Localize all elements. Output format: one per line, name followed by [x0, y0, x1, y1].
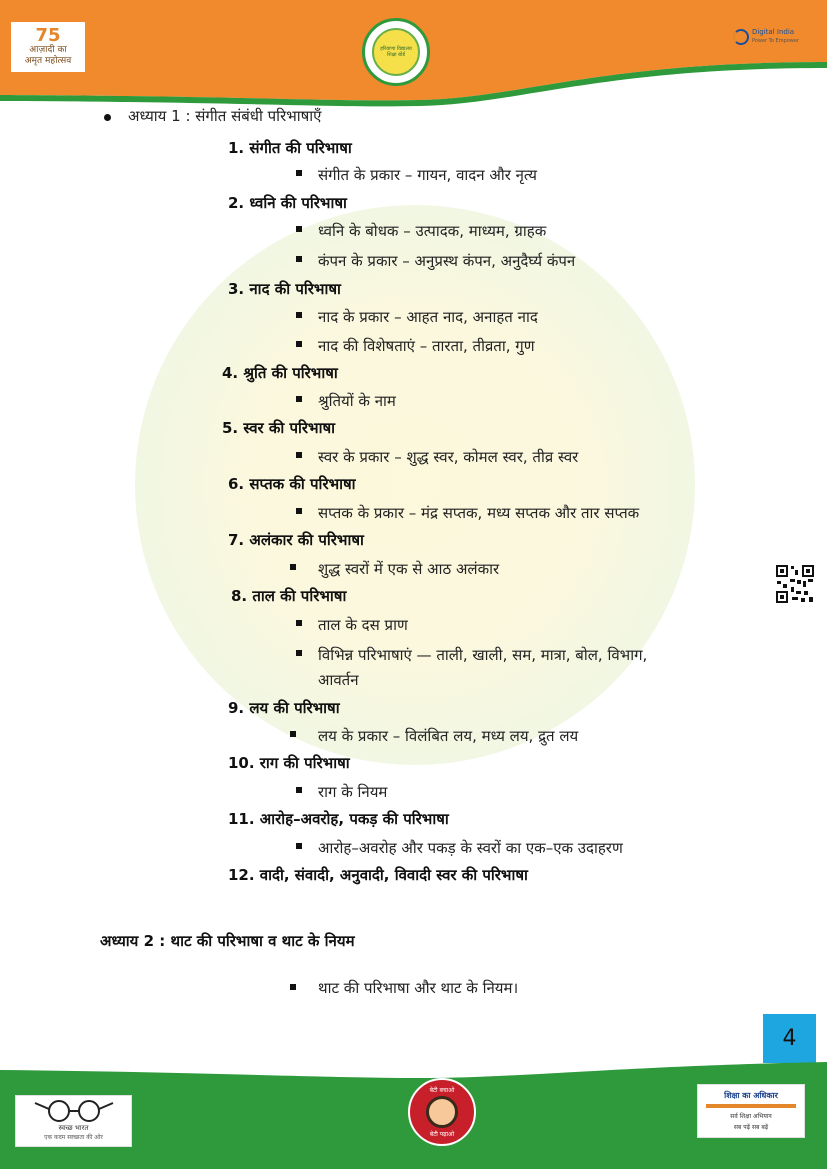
section-heading: 5. स्वर की परिभाषा	[222, 419, 336, 437]
bullet-icon	[296, 396, 302, 402]
section-item: कंपन के प्रकार – अनुप्रस्थ कंपन, अनुदैर्घ्य कंपन	[318, 252, 576, 270]
beti-bachao-logo: बेटी बचाओ बेटी पढ़ाओ	[408, 1078, 476, 1146]
section-item-continued: आवर्तन	[318, 671, 359, 689]
digital-india-logo: Digital India Power To Empower	[728, 22, 804, 52]
section-heading: 6. सप्तक की परिभाषा	[228, 475, 356, 493]
section-item: थाट की परिभाषा और थाट के नियम।	[318, 979, 519, 997]
section-heading: 1. संगीत की परिभाषा	[228, 139, 352, 157]
section-item: नाद के प्रकार – आहत नाद, अनाहत नाद	[318, 308, 538, 326]
section-heading: 10. राग की परिभाषा	[228, 754, 350, 772]
chapter-2-title: अध्याय 2 : थाट की परिभाषा व थाट के नियम	[100, 932, 355, 950]
qr-code-icon	[775, 564, 815, 604]
section-item: ध्वनि के बोधक – उत्पादक, माध्यम, ग्राहक	[318, 222, 547, 240]
section-item: विभिन्न परिभाषाएं — ताली, खाली, सम, मात्रा, बोल, विभाग,	[318, 646, 648, 664]
chapter-1-title: अध्याय 1 : संगीत संबंधी परिभाषाएँ	[128, 107, 322, 125]
bullet-icon	[296, 341, 302, 347]
section-item: ताल के दस प्राण	[318, 616, 408, 634]
page-footer	[0, 1062, 827, 1169]
section-heading: 11. आरोह–अवरोह, पकड़ की परिभाषा	[228, 810, 449, 828]
section-item: श्रुतियों के नाम	[318, 392, 396, 410]
bullet-icon	[296, 650, 302, 656]
azadi-ka-amrit-mahotsav-logo: 75 आज़ादी का अमृत महोत्सव	[11, 22, 85, 72]
bullet-icon	[296, 226, 302, 232]
bullet-icon	[296, 620, 302, 626]
chapter-bullet-icon	[104, 114, 111, 121]
section-heading: 9. लय की परिभाषा	[228, 699, 340, 717]
section-heading: 2. ध्वनि की परिभाषा	[228, 194, 347, 212]
glasses-icon	[29, 1099, 119, 1123]
section-heading: 4. श्रुति की परिभाषा	[222, 364, 338, 382]
bullet-icon	[296, 170, 302, 176]
board-seal-text: हरियाणा विद्यालय शिक्षा बोर्ड	[380, 46, 412, 58]
swachh-bharat-logo: स्वच्छ भारत एक कदम स्वच्छता की ओर	[15, 1095, 132, 1147]
right-to-education-logo: शिक्षा का अधिकार सर्व शिक्षा अभियान सब पढ़ें सब बढ़ें	[697, 1084, 805, 1138]
section-heading: 12. वादी, संवादी, अनुवादी, विवादी स्वर की परिभाषा	[228, 866, 528, 884]
section-item: संगीत के प्रकार – गायन, वादन और नृत्य	[318, 166, 537, 184]
section-heading: 7. अलंकार की परिभाषा	[228, 531, 364, 549]
page-number: 4	[763, 1014, 816, 1063]
section-item: शुद्ध स्वरों में एक से आठ अलंकार	[318, 560, 500, 578]
section-item: लय के प्रकार – विलंबित लय, मध्य लय, द्रुत लय	[318, 727, 579, 745]
bullet-icon	[296, 312, 302, 318]
section-item: आरोह–अवरोह और पकड़ के स्वरों का एक–एक उदाहरण	[318, 839, 623, 857]
bullet-icon	[296, 256, 302, 262]
section-item: सप्तक के प्रकार – मंद्र सप्तक, मध्य सप्तक और तार सप्तक	[318, 504, 640, 522]
section-item: राग के नियम	[318, 783, 388, 801]
bullet-icon	[296, 843, 302, 849]
section-item: स्वर के प्रकार – शुद्ध स्वर, कोमल स्वर, तीव्र स्वर	[318, 448, 579, 466]
bullet-icon	[296, 508, 302, 514]
bullet-icon	[290, 984, 296, 990]
girl-face-icon	[426, 1096, 458, 1128]
bullet-icon	[296, 452, 302, 458]
bullet-icon	[290, 731, 296, 737]
section-item: नाद की विशेषताएं – तारता, तीव्रता, गुण	[318, 337, 535, 355]
section-heading: 8. ताल की परिभाषा	[231, 587, 347, 605]
bullet-icon	[296, 787, 302, 793]
bullet-icon	[290, 564, 296, 570]
section-heading: 3. नाद की परिभाषा	[228, 280, 341, 298]
